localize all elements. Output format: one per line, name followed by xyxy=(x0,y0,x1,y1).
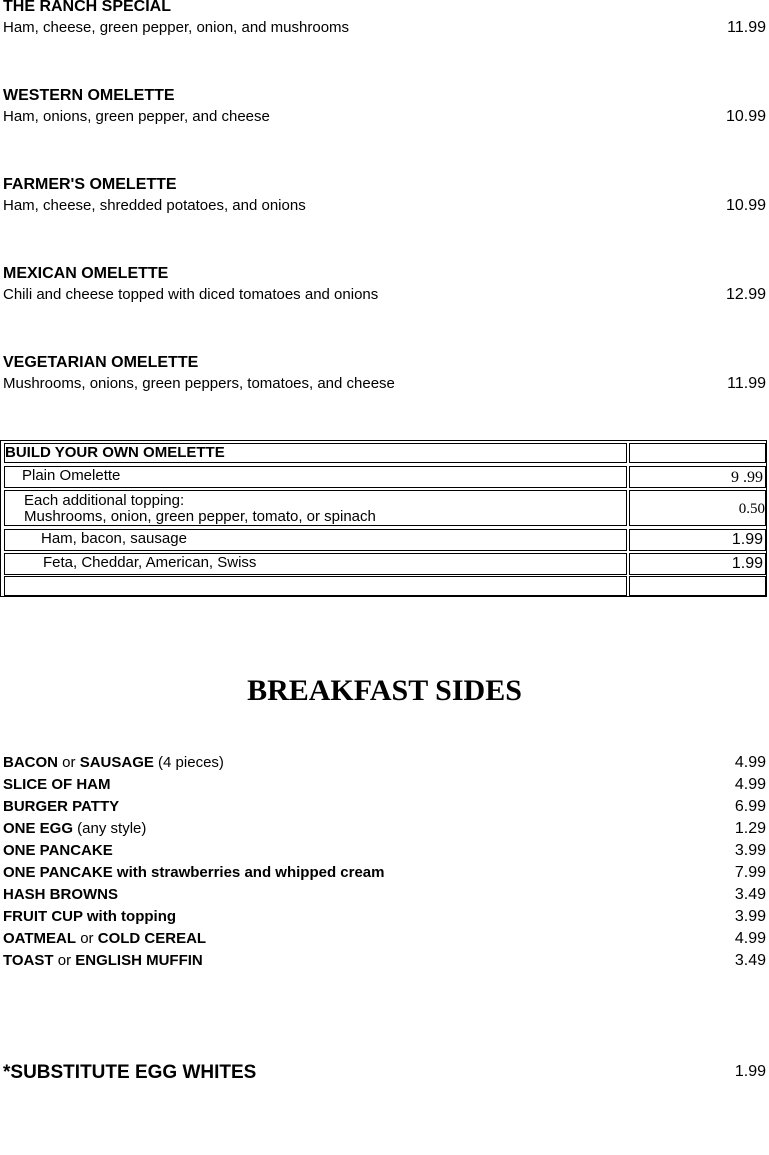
side-item xyxy=(3,842,113,860)
side-item-price: 6.99 xyxy=(734,798,766,815)
substitute-egg-whites-label: *SUBSTITUTE EGG WHITES xyxy=(3,1062,257,1083)
omelette-price: 10.99 xyxy=(725,108,766,125)
omelette-desc: Ham, cheese, green pepper, onion, and mushrooms xyxy=(3,19,350,36)
side-item-price: 4.99 xyxy=(734,776,766,793)
side-item xyxy=(3,776,111,794)
byo-plain-price: 9 .99 xyxy=(731,469,763,486)
side-item-note: (any style) xyxy=(73,820,147,837)
side-item-price: 7.99 xyxy=(734,864,766,881)
omelette-title: FARMER'S OMELETTE xyxy=(3,176,177,193)
byo-cheese-price: 1.99 xyxy=(731,555,763,572)
omelette-desc: Ham, onions, green pepper, and cheese xyxy=(3,108,270,125)
side-item-name: OATMEAL xyxy=(3,930,77,947)
side-item xyxy=(3,798,119,816)
omelette-price: 12.99 xyxy=(725,286,766,303)
byo-plain-cell xyxy=(4,466,627,488)
side-item-name: SLICE OF HAM xyxy=(3,776,111,793)
side-item xyxy=(3,820,146,838)
byo-topping-price: 0.50 xyxy=(738,501,765,517)
side-item xyxy=(3,930,206,948)
side-item-name: ONE PANCAKE xyxy=(3,842,113,859)
byo-plain-price-cell xyxy=(629,466,766,488)
omelette-title: WESTERN OMELETTE xyxy=(3,87,175,104)
byo-topping-label: Each additional topping: xyxy=(24,492,185,509)
side-item-price: 3.49 xyxy=(734,952,766,969)
side-item-name: FRUIT CUP with topping xyxy=(3,908,177,925)
omelette-title: VEGETARIAN OMELETTE xyxy=(3,354,199,371)
byo-title: BUILD YOUR OWN OMELETTE xyxy=(5,444,225,461)
omelette-desc: Mushrooms, onions, green peppers, tomatoes, and cheese xyxy=(3,375,395,392)
byo-topping-cell xyxy=(4,490,627,526)
byo-topping-price-cell xyxy=(629,490,766,526)
side-item-connector: or xyxy=(76,930,98,947)
byo-meat-price-cell xyxy=(629,529,766,551)
side-item-price: 3.99 xyxy=(734,908,766,925)
byo-topping-options: Mushrooms, onion, green pepper, tomato, or spinach xyxy=(24,508,376,525)
byo-title-price-cell xyxy=(629,443,766,463)
side-item-name: ONE EGG xyxy=(3,820,74,837)
byo-meat-cell xyxy=(4,529,627,551)
omelette-title: THE RANCH SPECIAL xyxy=(3,0,172,15)
side-item-name: TOAST xyxy=(3,952,54,969)
build-your-own-table xyxy=(0,440,767,597)
side-item xyxy=(3,886,118,904)
side-item-name: ONE PANCAKE with strawberries and whipped cream xyxy=(3,864,385,881)
byo-cheese-label: Feta, Cheddar, American, Swiss xyxy=(43,554,257,571)
side-item-alt-name: COLD CEREAL xyxy=(97,930,207,947)
omelette-desc: Chili and cheese topped with diced tomatoes and onions xyxy=(3,286,379,303)
omelette-price: 11.99 xyxy=(727,375,766,392)
side-item xyxy=(3,754,224,772)
side-item-price: 4.99 xyxy=(734,930,766,947)
side-item-connector: or xyxy=(53,952,76,969)
omelette-price: 11.99 xyxy=(727,19,766,36)
byo-empty-price-cell xyxy=(629,576,766,596)
omelette-desc: Ham, cheese, shredded potatoes, and onions xyxy=(3,197,306,214)
omelette-title: MEXICAN OMELETTE xyxy=(3,265,169,282)
byo-cheese-cell xyxy=(4,553,627,575)
side-item-price: 1.29 xyxy=(734,820,766,837)
substitute-egg-whites-price: 1.99 xyxy=(734,1063,766,1080)
byo-empty-cell xyxy=(4,576,627,596)
side-item-alt-name: ENGLISH MUFFIN xyxy=(75,952,203,969)
byo-plain-label: Plain Omelette xyxy=(22,467,121,484)
omelette-price: 10.99 xyxy=(725,197,766,214)
side-item-name: BACON xyxy=(3,754,58,771)
side-item-name: BURGER PATTY xyxy=(3,798,120,815)
byo-title-cell xyxy=(4,443,627,463)
breakfast-sides-heading: BREAKFAST SIDES xyxy=(247,674,522,707)
side-item xyxy=(3,952,203,970)
side-item xyxy=(3,864,384,882)
side-item-alt-name: SAUSAGE xyxy=(79,754,154,771)
byo-meat-price: 1.99 xyxy=(731,531,763,548)
side-item-price: 3.49 xyxy=(734,886,766,903)
byo-cheese-price-cell xyxy=(629,553,766,575)
byo-meat-label: Ham, bacon, sausage xyxy=(41,530,187,547)
side-item-note: (4 pieces) xyxy=(153,754,224,771)
side-item xyxy=(3,908,176,926)
side-item-name: HASH BROWNS xyxy=(3,886,118,903)
side-item-price: 4.99 xyxy=(734,754,766,771)
side-item-connector: or xyxy=(58,754,80,771)
side-item-price: 3.99 xyxy=(734,842,766,859)
